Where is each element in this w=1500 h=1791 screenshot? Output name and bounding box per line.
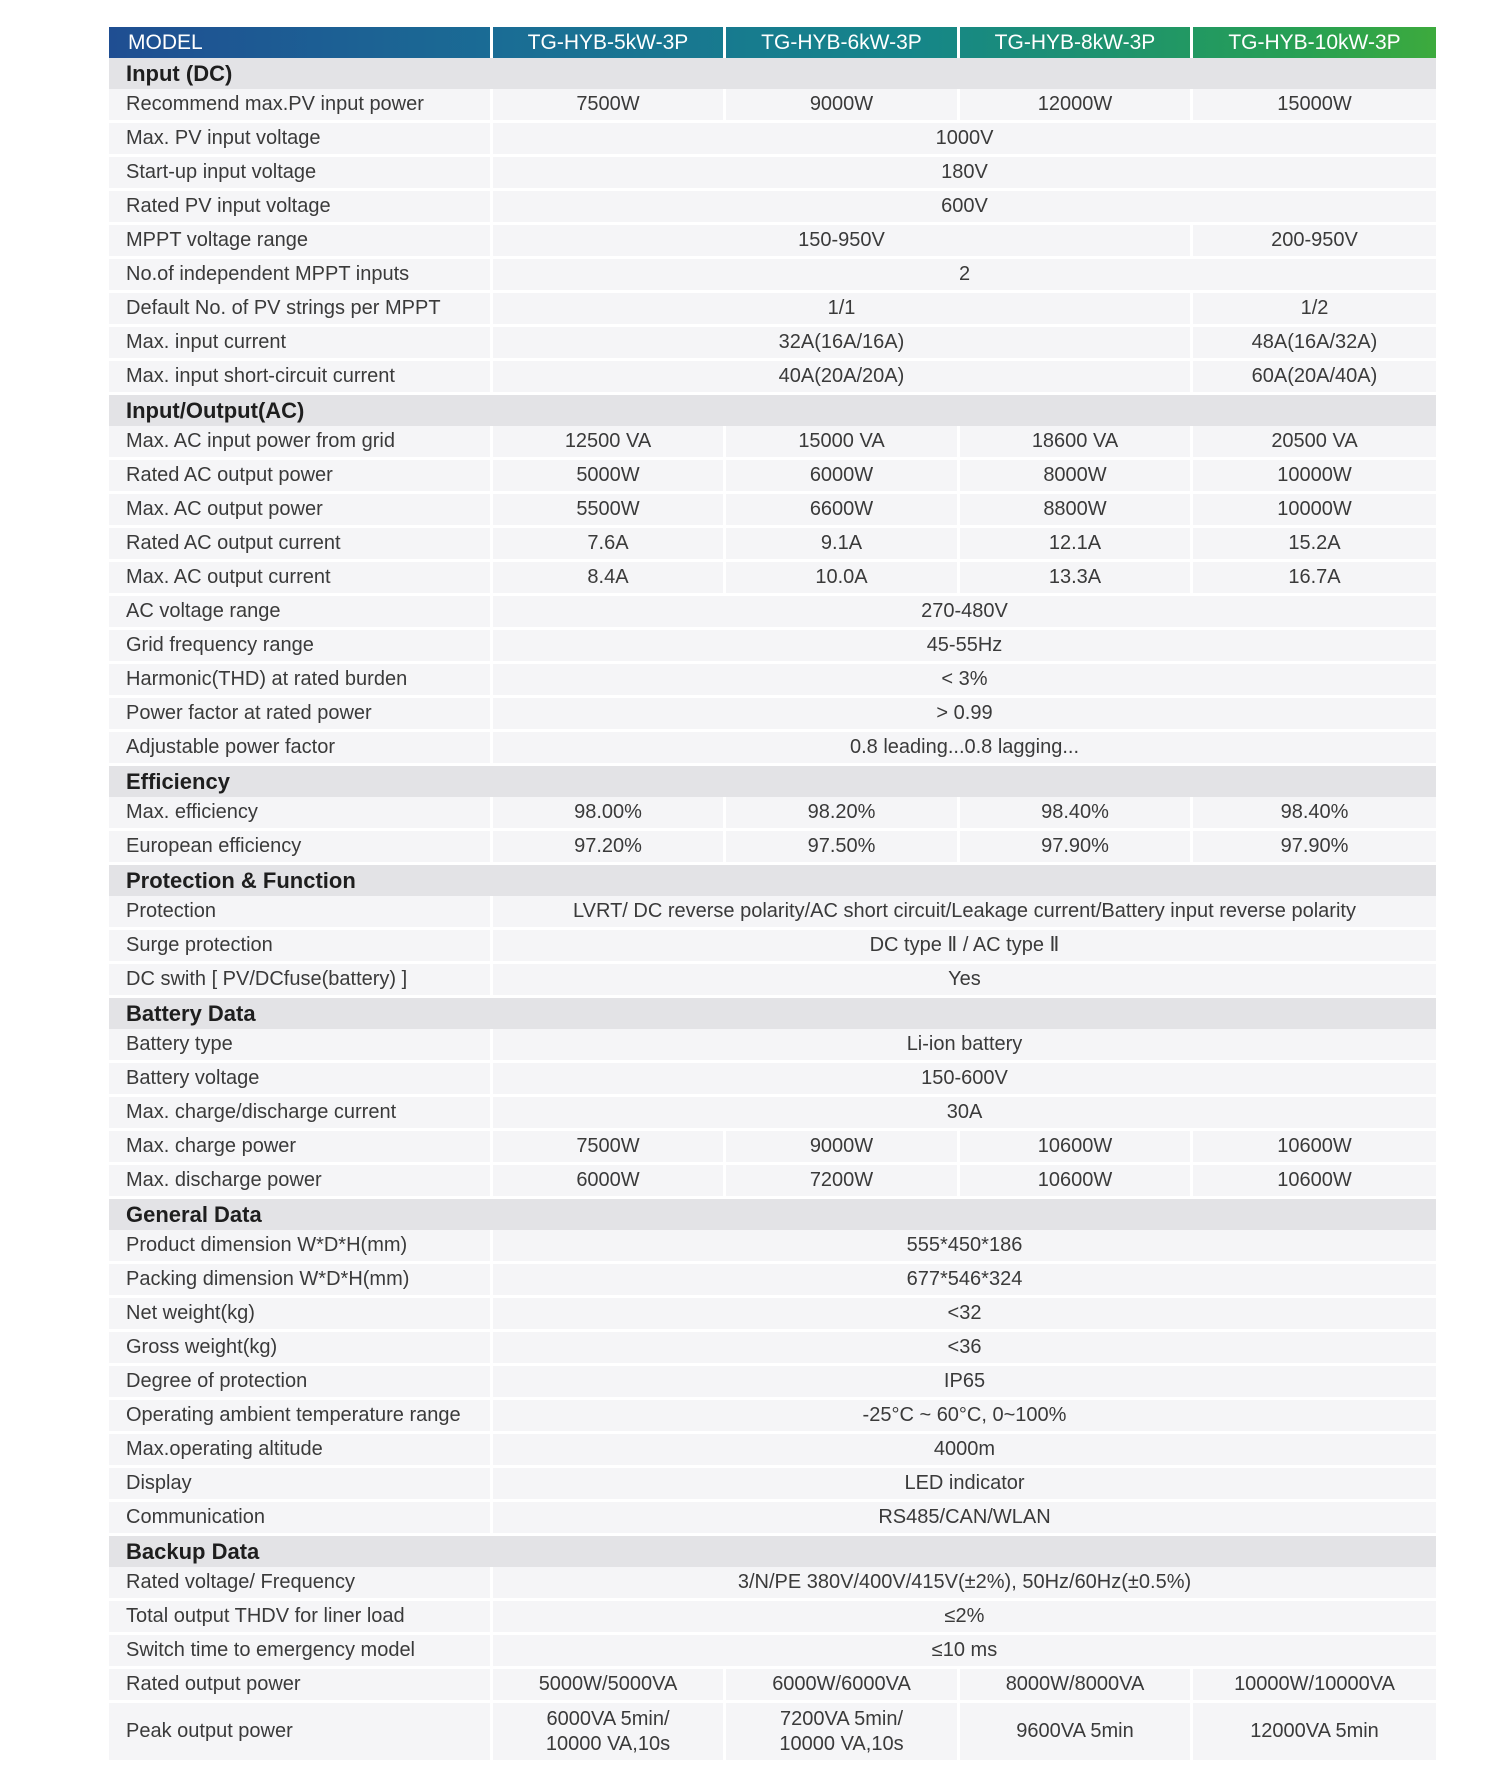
table-row	[109, 1601, 1436, 1632]
table-row	[109, 460, 1436, 491]
spec-value: Yes	[493, 964, 1436, 995]
spec-label: Protection	[109, 896, 490, 927]
spec-value: ≤10 ms	[493, 1635, 1436, 1666]
spec-value: 6600W	[726, 494, 957, 525]
table-row	[109, 89, 1436, 120]
spec-label: European efficiency	[109, 831, 490, 862]
spec-label: Surge protection	[109, 930, 490, 961]
spec-label: DC swith [ PV/DCfuse(battery) ]	[109, 964, 490, 995]
spec-value: 5000W/5000VA	[493, 1669, 723, 1700]
spec-value: < 3%	[493, 664, 1436, 695]
spec-value: 30A	[493, 1097, 1436, 1128]
spec-label: No.of independent MPPT inputs	[109, 259, 490, 290]
spec-value: 45-55Hz	[493, 630, 1436, 661]
spec-value: LED indicator	[493, 1468, 1436, 1499]
spec-value: RS485/CAN/WLAN	[493, 1502, 1436, 1533]
spec-label: Max. PV input voltage	[109, 123, 490, 154]
table-row	[109, 896, 1436, 927]
spec-value: 150-950V	[493, 225, 1190, 256]
section-title: Efficiency	[126, 769, 230, 794]
spec-value: 270-480V	[493, 596, 1436, 627]
table-row	[109, 1366, 1436, 1397]
table-row	[109, 157, 1436, 188]
spec-value: 6000W	[493, 1165, 723, 1196]
section-title: Input/Output(AC)	[126, 398, 305, 423]
spec-value: 12.1A	[960, 528, 1190, 559]
section-title: Protection & Function	[126, 868, 356, 893]
spec-value: 9000W	[726, 89, 957, 120]
spec-value: 5500W	[493, 494, 723, 525]
spec-label: Product dimension W*D*H(mm)	[109, 1230, 490, 1261]
spec-value: 6000W	[726, 460, 957, 491]
spec-value: 7200VA 5min/ 10000 VA,10s	[726, 1703, 957, 1760]
spec-value: 180V	[493, 157, 1436, 188]
spec-value: ≤2%	[493, 1601, 1436, 1632]
table-row	[109, 494, 1436, 525]
spec-label: Rated AC output power	[109, 460, 490, 491]
spec-value: 32A(16A/16A)	[493, 327, 1190, 358]
table-row	[109, 1097, 1436, 1128]
table-row	[109, 1165, 1436, 1196]
table-row	[109, 123, 1436, 154]
spec-value: 97.90%	[1193, 831, 1436, 862]
table-row	[109, 698, 1436, 729]
spec-value: 3/N/PE 380V/400V/415V(±2%), 50Hz/60Hz(±0.5%)	[493, 1567, 1436, 1598]
spec-label: Rated PV input voltage	[109, 191, 490, 222]
table-row	[109, 831, 1436, 862]
table-row	[109, 732, 1436, 763]
table-row	[109, 964, 1436, 995]
spec-value: 5000W	[493, 460, 723, 491]
spec-value: 7500W	[493, 1131, 723, 1162]
spec-label: Grid frequency range	[109, 630, 490, 661]
spec-label: Total output THDV for liner load	[109, 1601, 490, 1632]
spec-value: 677*546*324	[493, 1264, 1436, 1295]
table-row	[109, 528, 1436, 559]
spec-label: Rated AC output current	[109, 528, 490, 559]
table-row	[109, 1635, 1436, 1666]
table-row	[109, 1131, 1436, 1162]
spec-value: 8000W/8000VA	[960, 1669, 1190, 1700]
model-header-10kw: TG-HYB-10kW-3P	[1228, 31, 1401, 54]
table-row	[109, 1502, 1436, 1533]
table-row	[109, 1669, 1436, 1700]
model-header-label: MODEL	[128, 31, 203, 54]
spec-label: Max. discharge power	[109, 1165, 490, 1196]
spec-value: 150-600V	[493, 1063, 1436, 1094]
spec-value: -25°C ~ 60°C, 0~100%	[493, 1400, 1436, 1431]
spec-value: 6000VA 5min/ 10000 VA,10s	[493, 1703, 723, 1760]
table-row	[109, 191, 1436, 222]
spec-label: Degree of protection	[109, 1366, 490, 1397]
model-header-6kw: TG-HYB-6kW-3P	[761, 31, 922, 54]
table-row	[109, 1230, 1436, 1261]
spec-value: DC type Ⅱ / AC type Ⅱ	[493, 930, 1436, 961]
table-row	[109, 797, 1436, 828]
model-header-8kw: TG-HYB-8kW-3P	[994, 31, 1156, 54]
spec-value: 98.40%	[960, 797, 1190, 828]
table-row	[109, 664, 1436, 695]
spec-value: 200-950V	[1193, 225, 1436, 256]
spec-value: 1000V	[493, 123, 1436, 154]
spec-value: Li-ion battery	[493, 1029, 1436, 1060]
spec-value: 600V	[493, 191, 1436, 222]
spec-value: 4000m	[493, 1434, 1436, 1465]
spec-label: Communication	[109, 1502, 490, 1533]
spec-value: 9000W	[726, 1131, 957, 1162]
section-title: Input (DC)	[126, 61, 233, 86]
table-row	[109, 1400, 1436, 1431]
spec-value: IP65	[493, 1366, 1436, 1397]
table-header-row	[109, 27, 1436, 58]
spec-label: Max. input short-circuit current	[109, 361, 490, 392]
spec-value: 10600W	[1193, 1165, 1436, 1196]
spec-label: Display	[109, 1468, 490, 1499]
table-row	[109, 630, 1436, 661]
spec-value: 6000W/6000VA	[726, 1669, 957, 1700]
spec-label: Gross weight(kg)	[109, 1332, 490, 1363]
section-title: General Data	[126, 1202, 262, 1227]
spec-value: 10600W	[960, 1165, 1190, 1196]
table-row	[109, 327, 1436, 358]
spec-value: 98.40%	[1193, 797, 1436, 828]
spec-label: AC voltage range	[109, 596, 490, 627]
model-header-5kw: TG-HYB-5kW-3P	[527, 31, 689, 54]
spec-value: 9.1A	[726, 528, 957, 559]
spec-label: Rated output power	[109, 1669, 490, 1700]
table-row	[109, 930, 1436, 961]
spec-value: 7500W	[493, 89, 723, 120]
section-header-row	[109, 58, 1436, 89]
spec-value: 10000W	[1193, 460, 1436, 491]
spec-label: Rated voltage/ Frequency	[109, 1567, 490, 1598]
spec-label: Switch time to emergency model	[109, 1635, 490, 1666]
spec-label: Max. charge/discharge current	[109, 1097, 490, 1128]
table-row	[109, 1264, 1436, 1295]
spec-value: 15000 VA	[726, 426, 957, 457]
spec-value: 0.8 leading...0.8 lagging...	[493, 732, 1436, 763]
spec-label: Battery voltage	[109, 1063, 490, 1094]
table-row	[109, 1567, 1436, 1598]
spec-value: 7.6A	[493, 528, 723, 559]
spec-value: 97.50%	[726, 831, 957, 862]
spec-value: 10.0A	[726, 562, 957, 593]
table-row	[109, 1063, 1436, 1094]
table-row	[109, 1434, 1436, 1465]
spec-value: 8000W	[960, 460, 1190, 491]
table-row	[109, 361, 1436, 392]
table-row	[109, 426, 1436, 457]
spec-value: 15.2A	[1193, 528, 1436, 559]
spec-value: 18600 VA	[960, 426, 1190, 457]
spec-label: Max. AC input power from grid	[109, 426, 490, 457]
table-row	[109, 1468, 1436, 1499]
spec-value: 8.4A	[493, 562, 723, 593]
spec-value: 555*450*186	[493, 1230, 1436, 1261]
spec-value: 40A(20A/20A)	[493, 361, 1190, 392]
section-header-row	[109, 1536, 1436, 1567]
spec-label: Power factor at rated power	[109, 698, 490, 729]
spec-label: Battery type	[109, 1029, 490, 1060]
spec-value: 10600W	[960, 1131, 1190, 1162]
section-header-row	[109, 1199, 1436, 1230]
spec-value: 60A(20A/40A)	[1193, 361, 1436, 392]
spec-label: Packing dimension W*D*H(mm)	[109, 1264, 490, 1295]
spec-label: Max. AC output current	[109, 562, 490, 593]
spec-value: LVRT/ DC reverse polarity/AC short circuit/Leakage current/Battery input reverse polarity	[493, 896, 1436, 927]
spec-value: 16.7A	[1193, 562, 1436, 593]
spec-value: 98.20%	[726, 797, 957, 828]
spec-value: 13.3A	[960, 562, 1190, 593]
table-row	[109, 1029, 1436, 1060]
spec-value: 10600W	[1193, 1131, 1436, 1162]
table-row	[109, 1703, 1436, 1760]
spec-label: Max. efficiency	[109, 797, 490, 828]
table-row	[109, 1332, 1436, 1363]
table-row	[109, 596, 1436, 627]
spec-value: 1/2	[1193, 293, 1436, 324]
spec-label: Operating ambient temperature range	[109, 1400, 490, 1431]
spec-value: 12000VA 5min	[1193, 1703, 1436, 1760]
spec-value: 2	[493, 259, 1436, 290]
spec-label: Max. AC output power	[109, 494, 490, 525]
spec-label: Peak output power	[109, 1703, 490, 1760]
spec-value: 8800W	[960, 494, 1190, 525]
spec-label: Adjustable power factor	[109, 732, 490, 763]
spec-value: 97.20%	[493, 831, 723, 862]
spec-value: 98.00%	[493, 797, 723, 828]
table-row	[109, 293, 1436, 324]
spec-value: 7200W	[726, 1165, 957, 1196]
section-header-row	[109, 395, 1436, 426]
spec-label: Max.operating altitude	[109, 1434, 490, 1465]
spec-value: > 0.99	[493, 698, 1436, 729]
spec-value: <36	[493, 1332, 1436, 1363]
section-header-row	[109, 998, 1436, 1029]
spec-label: Recommend max.PV input power	[109, 89, 490, 120]
spec-label: Start-up input voltage	[109, 157, 490, 188]
section-title: Backup Data	[126, 1539, 260, 1564]
spec-value: 48A(16A/32A)	[1193, 327, 1436, 358]
spec-value: 1/1	[493, 293, 1190, 324]
spec-label: Harmonic(THD) at rated burden	[109, 664, 490, 695]
table-row	[109, 225, 1436, 256]
spec-value: 12500 VA	[493, 426, 723, 457]
spec-value: <32	[493, 1298, 1436, 1329]
spec-value: 9600VA 5min	[960, 1703, 1190, 1760]
section-title: Battery Data	[126, 1001, 256, 1026]
spec-value: 97.90%	[960, 831, 1190, 862]
spec-value: 12000W	[960, 89, 1190, 120]
table-row	[109, 1298, 1436, 1329]
table-row	[109, 562, 1436, 593]
table-row	[109, 259, 1436, 290]
spec-label: MPPT voltage range	[109, 225, 490, 256]
spec-value: 10000W/10000VA	[1193, 1669, 1436, 1700]
spec-value: 10000W	[1193, 494, 1436, 525]
spec-label: Max. input current	[109, 327, 490, 358]
spec-label: Net weight(kg)	[109, 1298, 490, 1329]
section-header-row	[109, 766, 1436, 797]
spec-label: Max. charge power	[109, 1131, 490, 1162]
spec-label: Default No. of PV strings per MPPT	[109, 293, 490, 324]
section-header-row	[109, 865, 1436, 896]
spec-value: 15000W	[1193, 89, 1436, 120]
spec-value: 20500 VA	[1193, 426, 1436, 457]
